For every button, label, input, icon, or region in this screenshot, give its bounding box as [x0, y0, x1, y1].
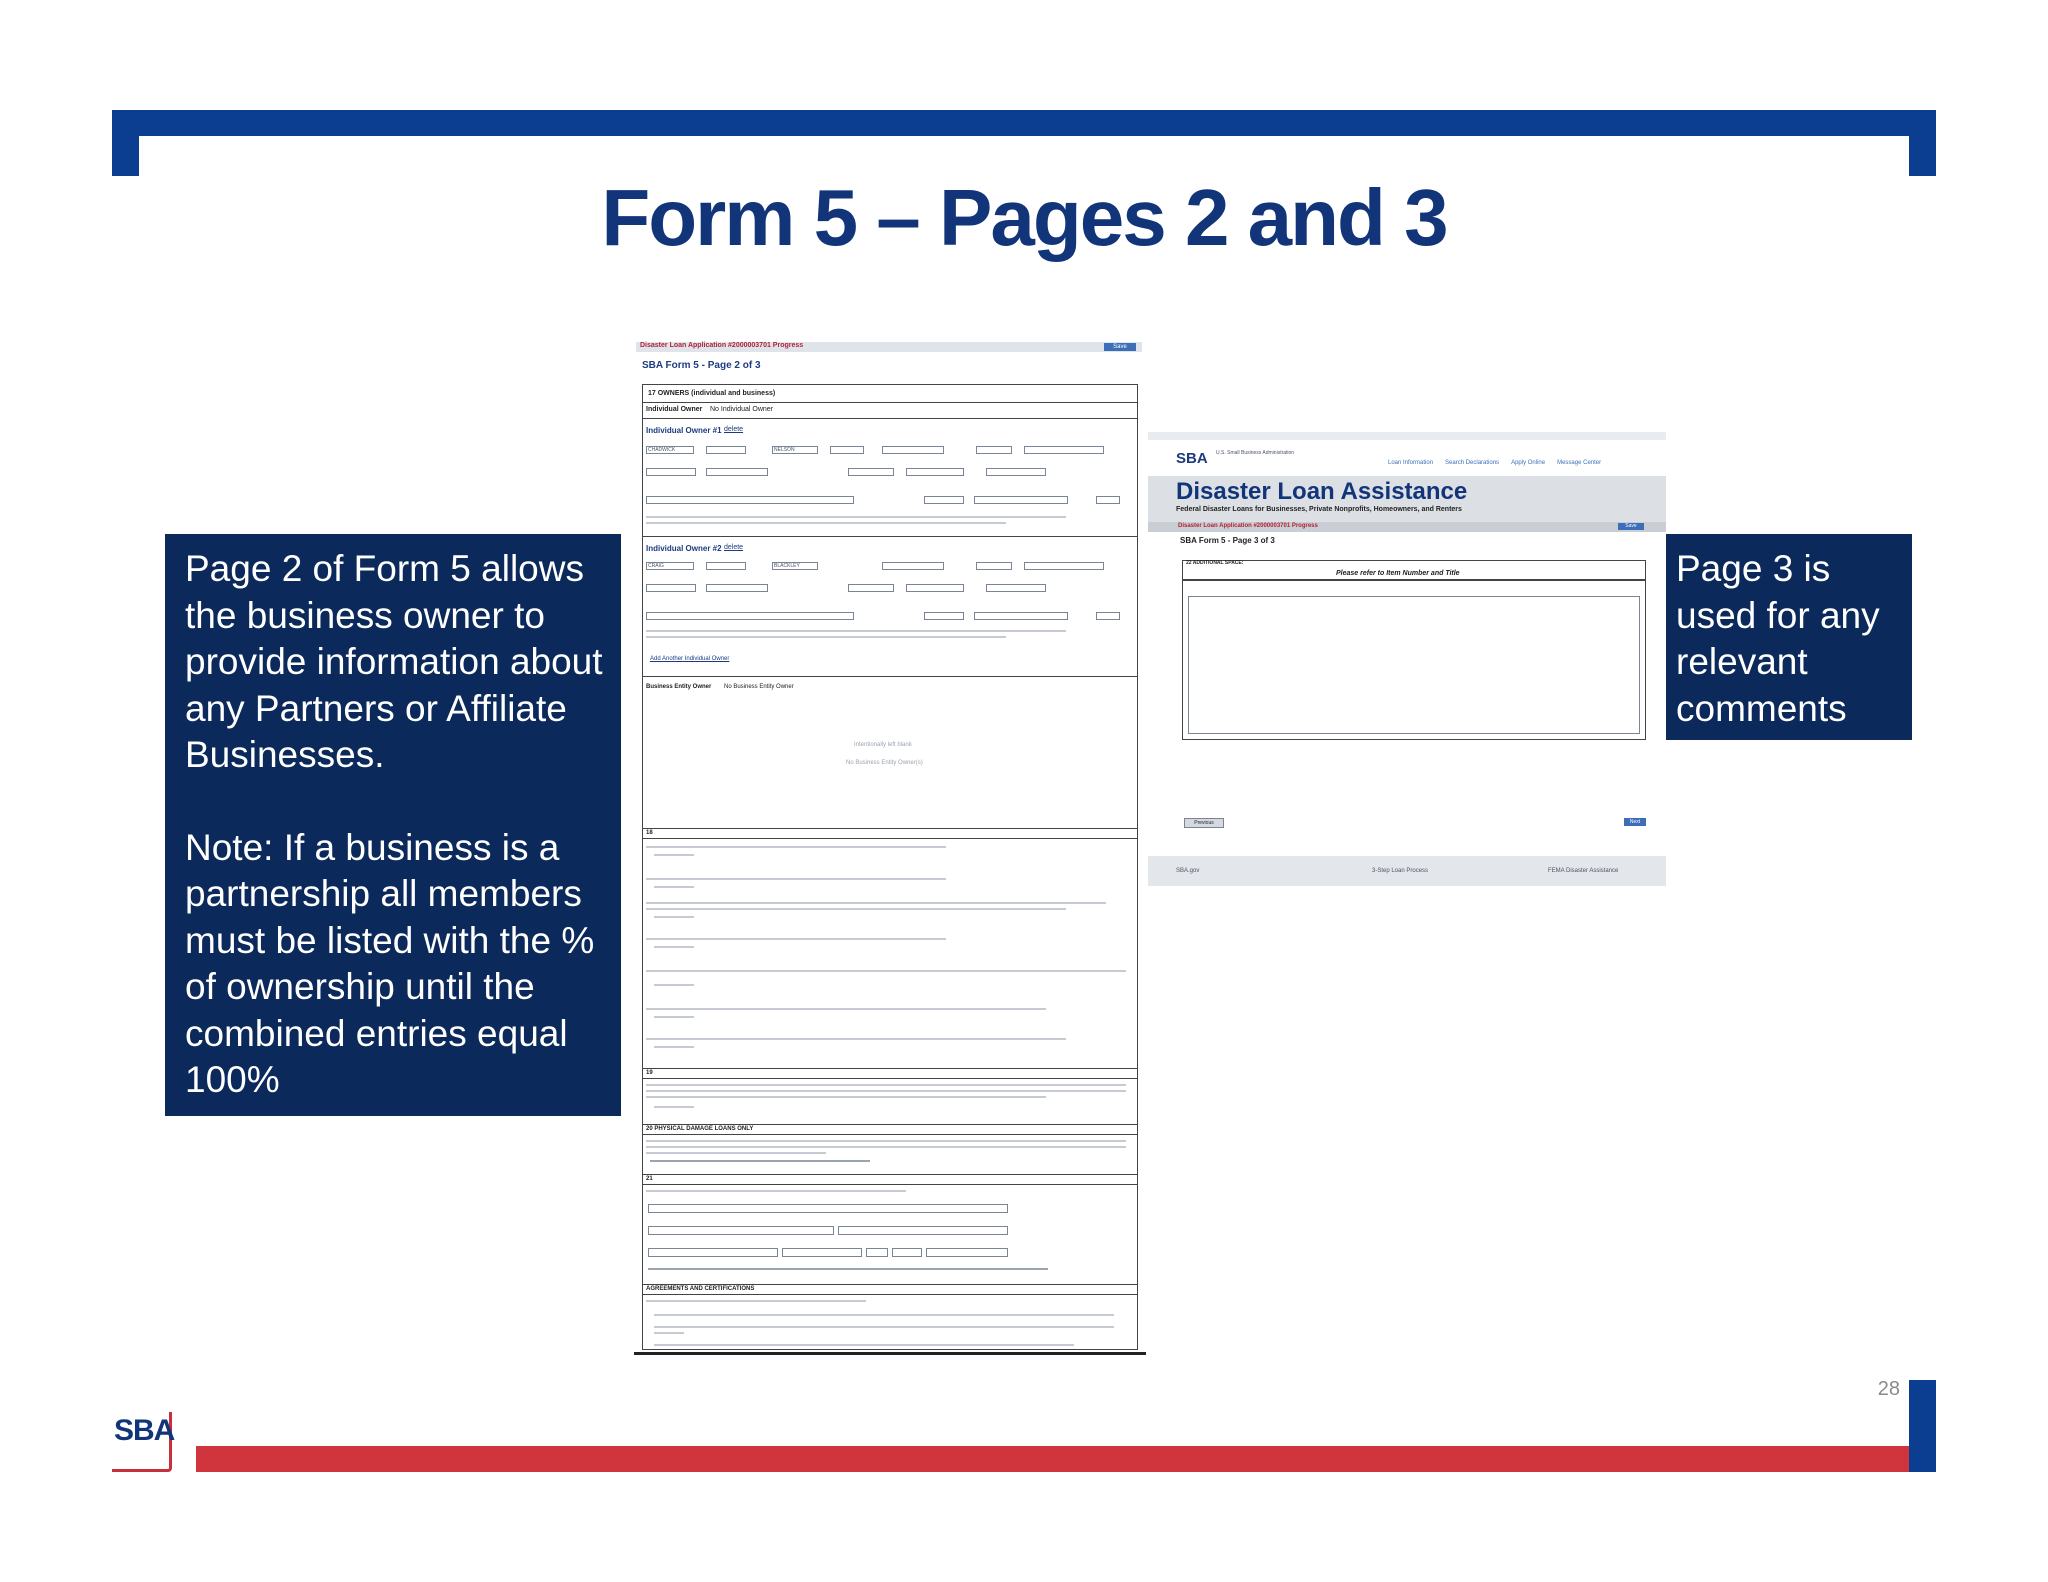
page-title: SBA Form 5 - Page 2 of 3 — [642, 360, 761, 371]
owner-2-marital-field[interactable] — [706, 584, 768, 592]
footer-link-fema[interactable]: FEMA Disaster Assistance — [1548, 868, 1619, 874]
footer-right-edge — [1909, 1380, 1936, 1472]
footer-red-bar — [196, 1446, 1914, 1472]
footer-link-3step[interactable]: 3-Step Loan Process — [1372, 868, 1429, 874]
callout-left-paragraph-2: Note: If a business is a partnership all members must be listed with the % of ownership until the combined entries equal 100% — [185, 826, 595, 1100]
top-nav — [1388, 460, 1658, 468]
form-page-2-screenshot — [634, 340, 1146, 1356]
sba-logo — [112, 1412, 182, 1472]
callout-right — [1658, 534, 1912, 740]
individual-owner-label: Individual Owner — [646, 406, 703, 413]
previous-button[interactable]: Previous — [1184, 818, 1224, 828]
textarea-caption: Please refer to Item Number and Title — [1336, 570, 1460, 577]
no-individual-owner-checkbox[interactable]: No Individual Owner — [710, 406, 774, 413]
section-17-label: 17 OWNERS (individual and business) — [648, 390, 776, 397]
owner-1-title-field[interactable] — [882, 446, 944, 454]
owner-2-email-field[interactable] — [1024, 562, 1104, 570]
section-20-label: 20 PHYSICAL DAMAGE LOANS ONLY — [646, 1126, 754, 1132]
sba-logo-text: SBA — [114, 1414, 175, 1447]
owner-1-last-name-field[interactable]: NELSON — [772, 446, 818, 454]
section-22-label: 22 ADDITIONAL SPACE: — [1186, 560, 1244, 566]
owner-2-last-name-field[interactable]: BLACKLEY — [772, 562, 818, 570]
owner-1-state-field[interactable] — [1096, 496, 1120, 504]
next-button[interactable]: Next — [1624, 818, 1646, 826]
top-frame-right-edge — [1909, 110, 1936, 176]
fee-field[interactable] — [926, 1248, 1008, 1257]
sba-logo-small: SBA — [1176, 450, 1208, 467]
section-18-label: 18 — [646, 830, 653, 836]
owner-2-label: Individual Owner #2 — [646, 544, 722, 553]
no-business-entity-checkbox[interactable]: No Business Entity Owner — [724, 684, 794, 690]
page3-app-header: Disaster Loan Application #2000003701 Progress — [1178, 523, 1318, 529]
street-address-field[interactable] — [648, 1248, 778, 1257]
zip-field[interactable] — [892, 1248, 922, 1257]
nav-message-center[interactable]: Message Center — [1557, 460, 1602, 466]
intentionally-blank-text: Intentionally left blank — [854, 742, 912, 748]
owner-2-state-field[interactable] — [1096, 612, 1120, 620]
owner-2-title-field[interactable] — [882, 562, 944, 570]
owner-1-middle-name-field[interactable] — [706, 446, 746, 454]
form-page-3-screenshot — [1148, 432, 1666, 886]
footer-link-sba[interactable]: SBA.gov — [1176, 868, 1200, 874]
owner-1-zip-field[interactable] — [924, 496, 964, 504]
owner-1-suffix-field[interactable] — [830, 446, 864, 454]
owner-1-ownership-field[interactable] — [976, 446, 1012, 454]
agreements-label: AGREEMENTS AND CERTIFICATIONS — [646, 1286, 755, 1292]
owner-1-phone-field[interactable] — [986, 468, 1046, 476]
page3-save-button[interactable]: Save — [1618, 523, 1644, 530]
owner-2-middle-name-field[interactable] — [706, 562, 746, 570]
section-19-label: 19 — [646, 1070, 653, 1076]
owner-2-phone-field[interactable] — [986, 584, 1046, 592]
save-button[interactable]: Save — [1104, 343, 1136, 351]
callout-right-text: Page 3 is used for any relevant comments — [1676, 548, 1880, 729]
owner-1-city-field[interactable] — [974, 496, 1068, 504]
owner-1-birthplace-field[interactable] — [906, 468, 964, 476]
agency-name: U.S. Small Business Administration — [1216, 450, 1295, 456]
top-frame-bar — [112, 110, 1936, 136]
owner-1-email-field[interactable] — [1024, 446, 1104, 454]
owner-1-dob-field[interactable] — [848, 468, 894, 476]
owner-1-ssn-field[interactable] — [646, 468, 696, 476]
owner-1-label: Individual Owner #1 — [646, 426, 722, 435]
state-field[interactable] — [866, 1248, 888, 1257]
owner-1-address-field[interactable] — [646, 496, 854, 504]
nav-search-declarations[interactable]: Search Declarations — [1445, 460, 1500, 466]
nav-apply-online[interactable]: Apply Online — [1511, 460, 1546, 466]
page-number: 28 — [1877, 1378, 1900, 1400]
add-owner-link[interactable]: Add Another Individual Owner — [650, 656, 730, 662]
nav-loan-information[interactable]: Loan Information — [1388, 460, 1434, 466]
owner-1-first-name-field[interactable]: CHADWICK — [646, 446, 694, 454]
owner-2-ownership-field[interactable] — [976, 562, 1012, 570]
top-frame-left-edge — [112, 110, 139, 176]
no-business-entity-owners-text: No Business Entity Owner(s) — [846, 760, 923, 766]
owner-2-delete-link[interactable]: delete — [724, 544, 744, 551]
owner-2-birthplace-field[interactable] — [906, 584, 964, 592]
business-entity-owner-label: Business Entity Owner — [646, 684, 712, 690]
company-name-field[interactable] — [648, 1226, 834, 1235]
owner-2-address-field[interactable] — [646, 612, 854, 620]
page3-title: SBA Form 5 - Page 3 of 3 — [1180, 536, 1275, 545]
owner-2-city-field[interactable] — [974, 612, 1068, 620]
owner-1-marital-field[interactable] — [706, 468, 768, 476]
banner-heading: Disaster Loan Assistance — [1176, 478, 1468, 505]
city-field[interactable] — [782, 1248, 862, 1257]
owner-2-ssn-field[interactable] — [646, 584, 696, 592]
owner-2-dob-field[interactable] — [848, 584, 894, 592]
comments-textarea[interactable] — [1188, 596, 1640, 734]
callout-left — [165, 534, 621, 1116]
section-21-label: 21 — [646, 1176, 653, 1182]
phone-number-field[interactable] — [838, 1226, 1008, 1235]
owner-2-zip-field[interactable] — [924, 612, 964, 620]
callout-left-paragraph-1: Page 2 of Form 5 allows the business owner to provide information about any Partners or Affiliate Businesses. — [185, 548, 603, 775]
owner-2-first-name-field[interactable]: CRAIG — [646, 562, 694, 570]
owner-1-delete-link[interactable]: delete — [724, 426, 744, 433]
banner-subheading: Federal Disaster Loans for Businesses, Private Nonprofits, Homeowners, and Renters — [1176, 506, 1462, 513]
representative-name-field[interactable] — [648, 1204, 1008, 1213]
app-header-text: Disaster Loan Application #2000003701 Progress — [640, 342, 804, 349]
slide-title: Form 5 – Pages 2 and 3 — [601, 173, 1447, 262]
